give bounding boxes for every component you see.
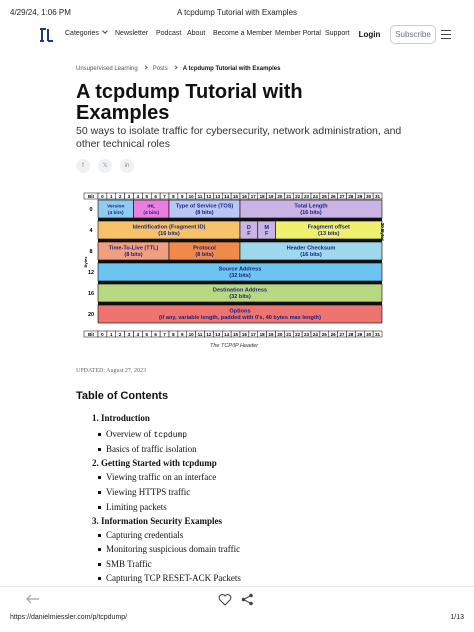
bottom-bit-ruler-tick: 23 — [304, 331, 310, 337]
top-bit-ruler-tick: 3 — [127, 193, 131, 199]
top-bit-ruler-tick: 29 — [357, 193, 363, 199]
toc-item[interactable]: Overview of tcpdump — [106, 429, 188, 440]
heart-icon[interactable] — [218, 593, 232, 606]
bottom-bit-ruler-tick: 22 — [295, 331, 301, 337]
bottom-bit-ruler-tick: 28 — [348, 331, 354, 337]
bottom-bit-ruler-tick: 13 — [215, 331, 221, 337]
header-field-label: Destination Address — [212, 287, 268, 294]
updated-date: UPDATED: August 27, 2023 — [76, 368, 147, 374]
chevron-down-icon — [102, 28, 108, 34]
article-title: A tcpdump Tutorial with Examples — [76, 81, 303, 124]
header-field-label: Source Address — [218, 266, 262, 273]
print-header — [10, 8, 464, 20]
header-field-label: Fragment offset — [307, 224, 350, 231]
top-bit-ruler-tick: 20 — [277, 193, 283, 199]
header-field-label: Total Length — [294, 203, 328, 210]
top-bit-ruler-tick: 5 — [145, 193, 149, 199]
bottom-bit-ruler-tick: 9 — [181, 331, 184, 337]
print-page-number: 1/13 — [450, 614, 464, 621]
header-field-label: F — [264, 231, 269, 237]
header-field-size: (32 bits) — [229, 273, 251, 279]
header-field-size: (16 bits) — [300, 252, 322, 258]
top-bit-ruler-tick: 30 — [366, 193, 372, 199]
top-bit-ruler-tick: 25 — [321, 193, 327, 199]
tcpip-header-diagram — [84, 192, 384, 340]
top-bit-ruler-tick: 21 — [286, 193, 292, 199]
site-logo-icon[interactable] — [37, 26, 55, 44]
top-bit-ruler-tick: 17 — [250, 193, 256, 199]
row-separator — [98, 281, 382, 284]
toc-title: Table of Contents — [76, 390, 169, 402]
login-button[interactable]: Login — [351, 25, 388, 44]
bottom-bit-ruler-tick: 30 — [366, 331, 372, 337]
bottom-bit-ruler-tick: 7 — [163, 331, 166, 337]
print-url: https://danielmiessler.com/p/tcpdump/ — [10, 614, 128, 621]
breadcrumb — [76, 66, 280, 72]
bottom-bit-ruler-tick: 1 — [110, 331, 113, 337]
bottom-bit-ruler-tick: 10 — [188, 331, 194, 337]
header-field-label: Version — [107, 204, 125, 210]
row-offset-label: 20 — [87, 312, 95, 318]
toc-section-introduction[interactable]: 1. Introduction — [92, 413, 150, 423]
back-arrow-icon[interactable] — [26, 594, 40, 604]
breadcrumb-item-unsupervised-learning[interactable]: Unsupervised Learning — [76, 66, 138, 72]
toc-section-infosec-examples[interactable]: 3. Information Security Examples — [92, 516, 222, 526]
facebook-icon[interactable]: f — [76, 159, 90, 173]
row-offset-label: 0 — [89, 207, 93, 213]
x-icon[interactable]: 𝕏 — [98, 159, 112, 173]
header-field-size: (16 bits) — [300, 210, 322, 216]
top-bit-ruler-tick: 2 — [118, 193, 122, 199]
top-bit-ruler-tick: 8 — [172, 193, 175, 199]
toc-item[interactable]: Capturing TCP RESET-ACK Packets — [106, 573, 241, 583]
nav-about[interactable]: About — [187, 30, 206, 37]
header-field-size: (32 bits) — [229, 294, 251, 300]
top-bit-ruler-tick: 13 — [215, 193, 221, 199]
chevron-right-icon — [143, 65, 147, 69]
bottom-bit-ruler-tick: 18 — [259, 331, 265, 337]
menu-icon[interactable] — [441, 30, 451, 39]
top-bit-ruler-tick: 7 — [163, 193, 166, 199]
top-bit-ruler-tick: 14 — [224, 193, 230, 199]
bottom-bit-ruler-tick: 24 — [312, 331, 318, 337]
bottom-bit-ruler-tick: 21 — [286, 331, 292, 337]
bottom-bit-ruler-tick: 8 — [172, 331, 175, 337]
nav-become-member[interactable]: Become a Member — [213, 30, 273, 37]
bottom-action-bar — [0, 586, 474, 612]
top-bit-ruler-tick: 9 — [181, 193, 184, 199]
bottom-bit-ruler-tick: 31 — [375, 331, 381, 337]
header-field-size: (8 bits) — [195, 252, 214, 258]
header-field-label: Type of Service (TOS) — [175, 203, 234, 210]
bottom-bit-ruler-tick: 6 — [154, 331, 157, 337]
row-separator — [98, 302, 382, 305]
top-bit-ruler-tick: 1 — [110, 193, 113, 199]
top-bit-ruler-tick: 27 — [339, 193, 345, 199]
bottom-bit-ruler-tick: 25 — [321, 331, 327, 337]
print-footer — [10, 614, 464, 621]
bottom-bit-ruler-tick: 15 — [233, 331, 239, 337]
header-field-label: D — [246, 225, 251, 231]
print-doc-title: A tcpdump Tutorial with Examples — [176, 8, 298, 17]
header-field-size: (13 bits) — [318, 231, 340, 237]
top-bit-ruler-tick: 10 — [188, 193, 194, 199]
row-offset-label: 4 — [89, 228, 93, 234]
bottom-bit-ruler-tick: 14 — [224, 331, 230, 337]
header-field-label: Time-To-Live (TTL) — [108, 245, 159, 252]
nav-member-portal[interactable]: Member Portal — [275, 30, 321, 37]
bottom-bit-ruler-tick: 16 — [241, 331, 247, 337]
bottom-bit-ruler-tick: 17 — [250, 331, 256, 337]
nav-podcast[interactable]: Podcast — [156, 30, 182, 37]
header-field-size: (4 bits) — [143, 211, 160, 216]
bottom-bit-ruler-tick: 26 — [330, 331, 336, 337]
bytes-axis-label: Bytes — [83, 256, 88, 268]
top-bit-ruler-tick: 24 — [312, 193, 318, 199]
breadcrumb-item-current: A tcpdump Tutorial with Examples — [182, 66, 281, 72]
bottom-bit-ruler-tick: 29 — [357, 331, 363, 337]
row-separator — [98, 260, 382, 263]
bottom-bit-ruler-tick: 11 — [197, 331, 203, 337]
top-bit-ruler-tick: 15 — [233, 193, 239, 199]
bottom-bit-ruler-tick: 12 — [206, 331, 212, 337]
toc-item[interactable]: Capturing credentials — [106, 530, 184, 540]
top-bit-ruler-tick: 6 — [154, 193, 157, 199]
row-offset-label: 8 — [89, 249, 93, 255]
bottom-bit-ruler-tick: 27 — [339, 331, 345, 337]
header-field-label: IHL — [147, 204, 156, 210]
top-bit-ruler-tick: 11 — [197, 193, 203, 199]
bottom-bit-ruler-tick: 4 — [136, 331, 140, 337]
toc-item[interactable]: Viewing HTTPS traffic — [106, 487, 191, 497]
header-field-label: Header Checksum — [286, 245, 336, 252]
bottom-bit-ruler-tick: 19 — [268, 331, 274, 337]
header-field-label: Protocol — [193, 245, 216, 252]
header-field-size: (8 bits) — [195, 210, 214, 216]
row-separator — [98, 239, 382, 242]
top-bit-ruler-tick: 4 — [136, 193, 140, 199]
print-datetime: 4/29/24, 1:06 PM — [10, 8, 71, 17]
top-bit-ruler-tick: 28 — [348, 193, 354, 199]
top-bit-ruler-tick: 12 — [206, 193, 212, 199]
bottom-bit-ruler-label: Bit — [88, 331, 94, 337]
toc-section-getting-started[interactable]: 2. Getting Started with tcpdump — [92, 458, 217, 468]
top-bit-ruler-label: Bit — [88, 193, 94, 199]
top-bit-ruler-tick: 31 — [375, 193, 381, 199]
toc-item[interactable]: Basics of traffic isolation — [106, 444, 197, 454]
nav-categories[interactable]: Categories — [65, 30, 107, 37]
row-offset-label: 12 — [87, 270, 95, 276]
header-field-label: Identification (Fragment ID) — [132, 224, 206, 231]
linkedin-icon[interactable]: in — [120, 159, 134, 173]
nav-newsletter[interactable]: Newsletter — [115, 30, 149, 37]
toc-item[interactable]: Viewing traffic on an interface — [106, 472, 217, 482]
chevron-right-icon — [173, 65, 177, 69]
top-bit-ruler-tick: 22 — [295, 193, 301, 199]
top-bit-ruler-tick: 26 — [330, 193, 336, 199]
top-bit-ruler-tick: 19 — [268, 193, 274, 199]
header-field-label: F — [247, 231, 251, 237]
top-bit-ruler-tick: 16 — [241, 193, 247, 199]
header-field-size: (if any, variable length, padded with 0's, 40 bytes max length) — [159, 315, 321, 321]
bottom-bit-ruler-tick: 0 — [101, 331, 104, 337]
share-icon[interactable] — [241, 593, 254, 606]
toc-item[interactable]: Limiting packets — [106, 502, 167, 512]
twenty-bytes-label: 20 Bytes — [380, 222, 385, 242]
header-field-size: (8 bits) — [124, 252, 143, 258]
header-field-label: Options — [229, 308, 251, 315]
top-bit-ruler-tick: 23 — [304, 193, 310, 199]
top-bit-ruler-tick: 18 — [259, 193, 265, 199]
row-offset-label: 16 — [87, 291, 95, 297]
header-field-size: (16 bits) — [158, 231, 180, 237]
bottom-bit-ruler-tick: 5 — [145, 331, 149, 337]
top-bit-ruler-tick: 0 — [101, 193, 104, 199]
article-subtitle: 50 ways to isolate traffic for cybersecurity, network administration, and other technical roles — [76, 125, 402, 150]
toc-item[interactable]: Monitoring suspicious domain traffic — [106, 544, 241, 554]
header-field-size: (4 bits) — [107, 211, 124, 216]
header-field-label: M — [264, 225, 269, 231]
row-separator — [98, 218, 382, 221]
toc-item[interactable]: SMB Traffic — [106, 559, 152, 569]
breadcrumb-item-posts[interactable]: Posts — [152, 66, 168, 72]
diagram-caption: The TCP/IP Header — [209, 343, 259, 349]
bottom-bit-ruler-tick: 20 — [277, 331, 283, 337]
bottom-bit-ruler-tick: 2 — [118, 331, 122, 337]
nav-support[interactable]: Support — [325, 30, 350, 37]
bottom-bit-ruler-tick: 3 — [127, 331, 131, 337]
top-navigation — [0, 22, 474, 48]
subscribe-button[interactable]: Subscribe — [390, 25, 436, 44]
